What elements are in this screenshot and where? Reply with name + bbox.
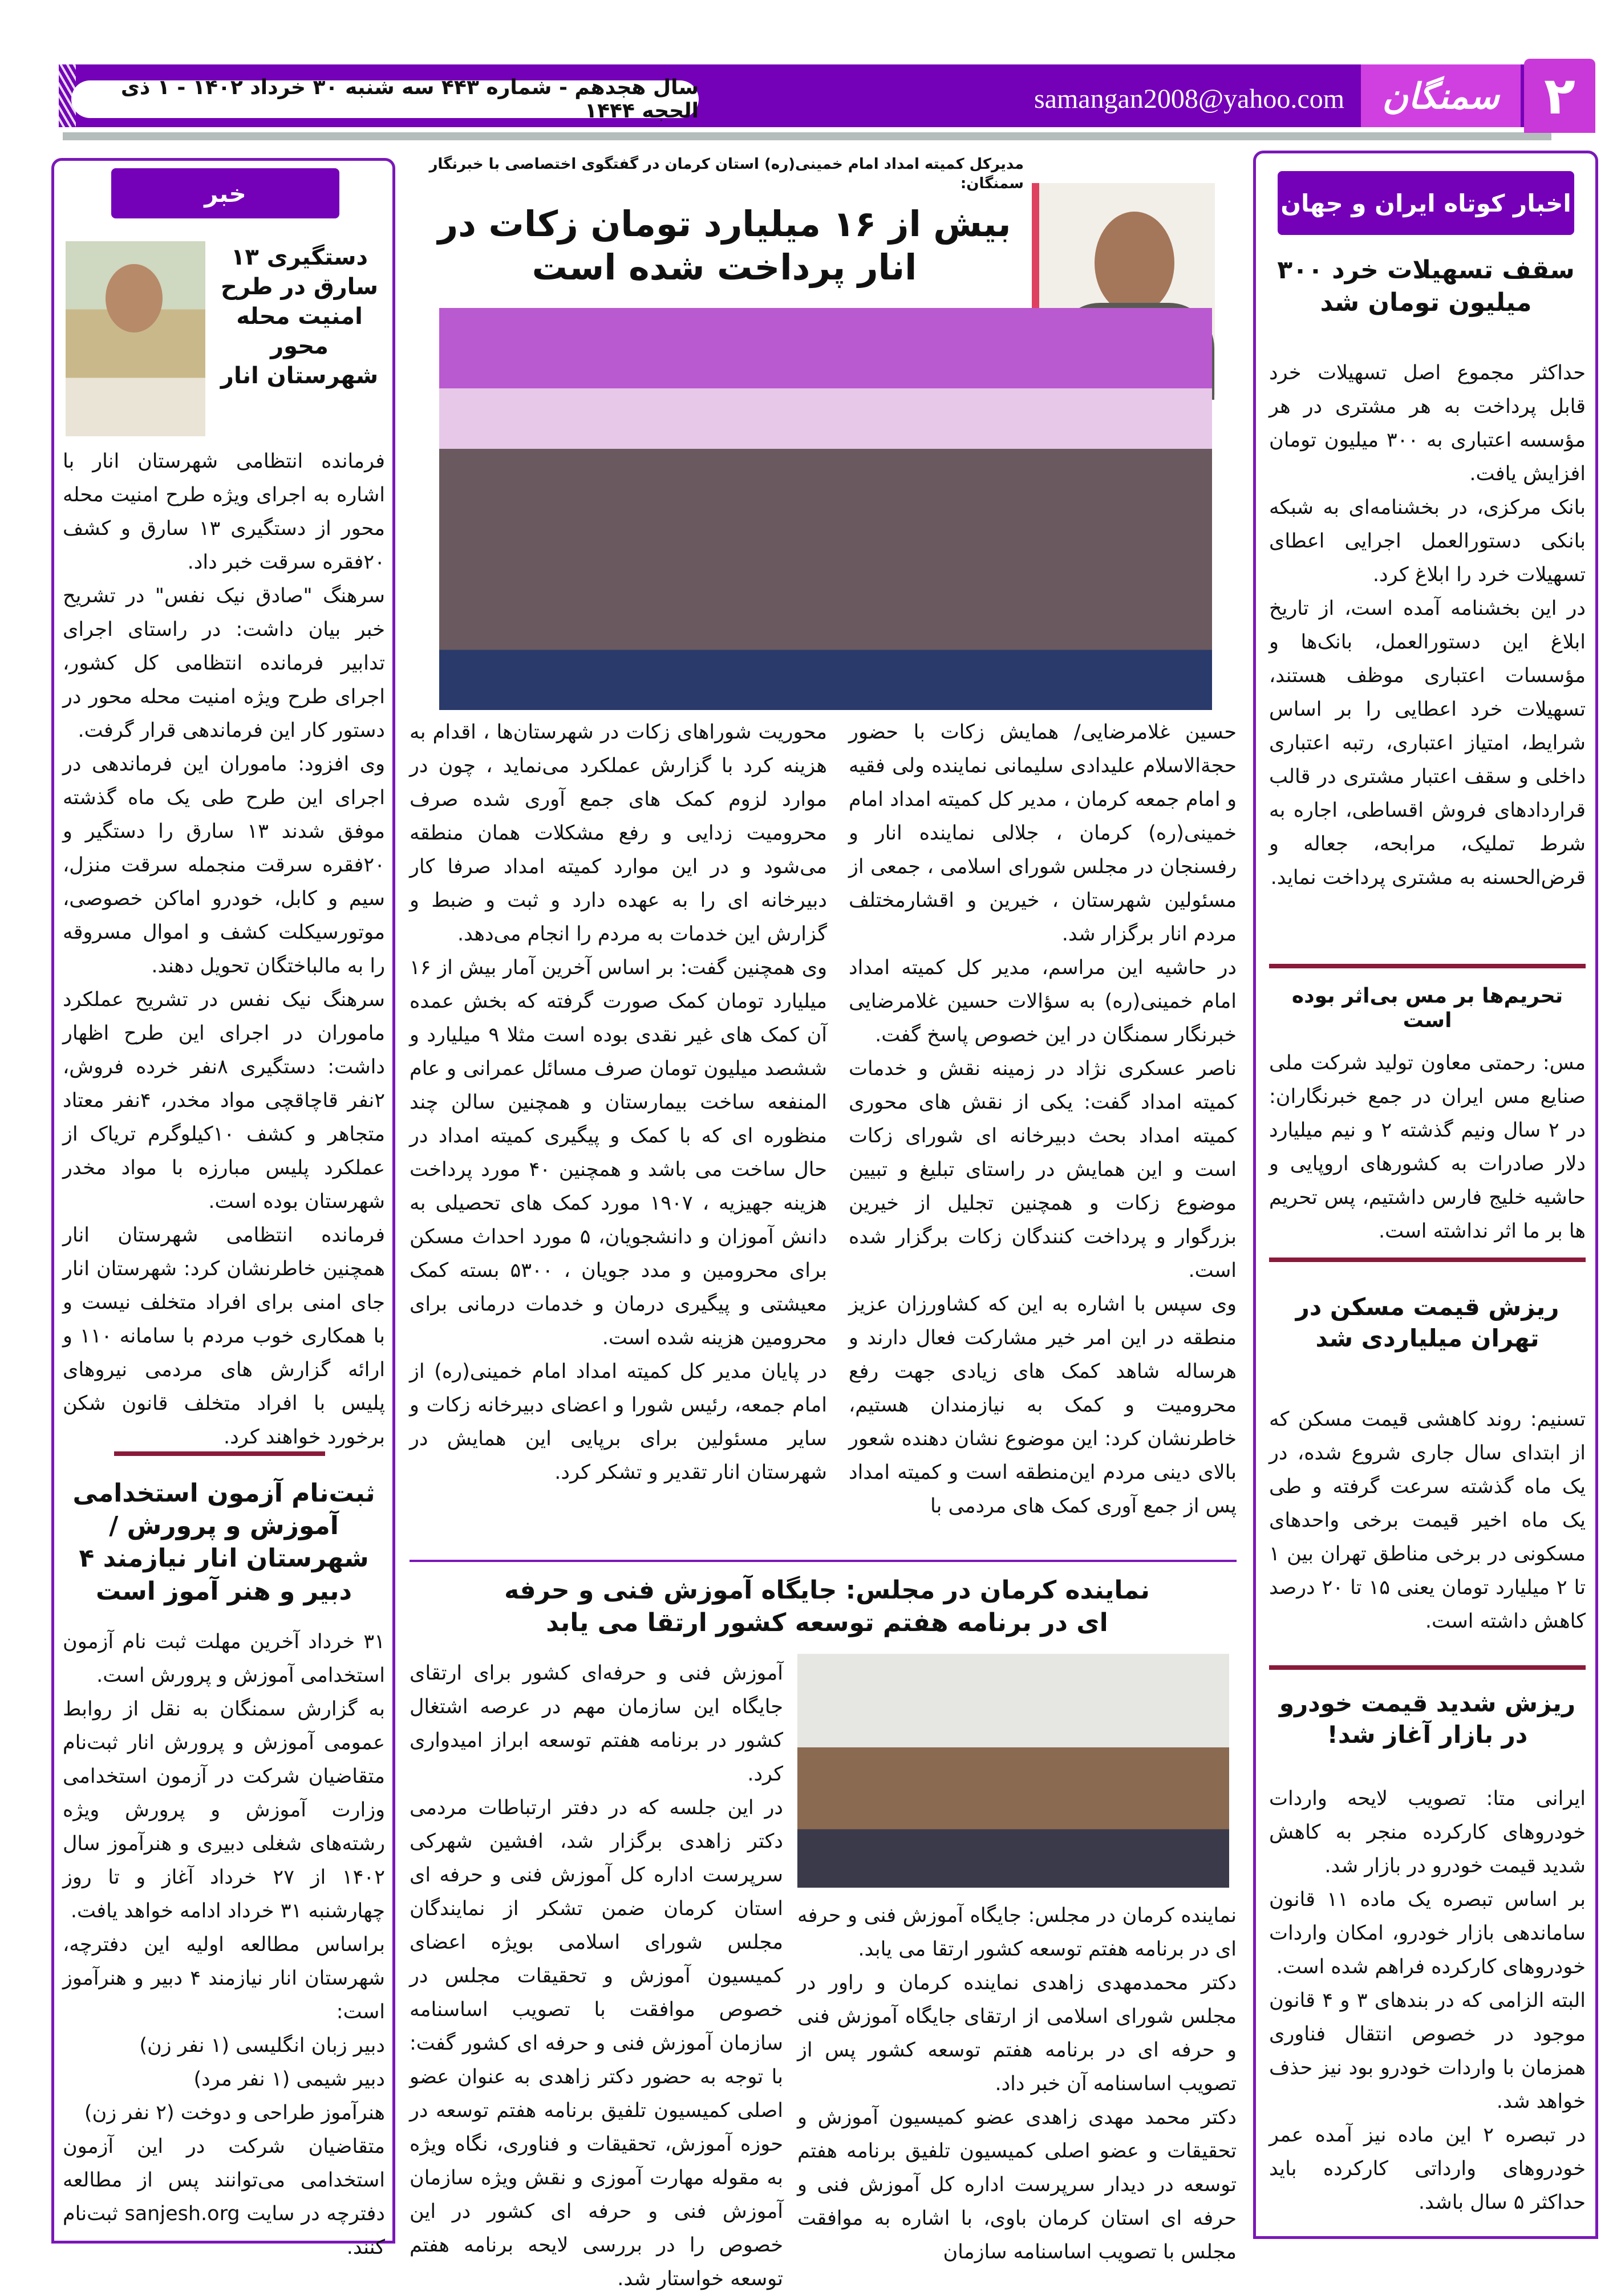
paragraph: هنرآموز طراحی و دوخت (۲ نفر زن) [84,2102,385,2124]
main-headline: بیش از ۱۶ میلیارد تومان زکات در انار پرداخت شده است [437,203,1011,288]
newspaper-logo: سمنگان [1361,64,1521,127]
header-divider [63,132,1551,140]
paragraph: در این بخشنامه آمده است، از تاریخ ابلاغ این دستورالعمل، بانک‌ها و مؤسسات اعتباری موظف هستند، تسهیلات خرد اعطایی را بر اساس شرایط، امتیاز اعتباری، رتبه اعتباری داخلی و سقف اعتبار مشتری در قالب قراردادهای فروش اقساطی، اجاره به شرط تملیک، مرابحه، جعاله و قرض‌الحسنه به مشتری پرداخت نماید. [1269,597,1586,889]
article-title: ریزش شدید قیمت خودرو در بازار آغاز شد! [1279,1689,1576,1749]
article-divider [1269,1665,1586,1670]
paragraph: به گزارش سمنگان به نقل از روابط عمومی آموزش و پرورش انار ثبت‌نام متقاضیان شرکت در آزمون استخدامی وزارت آموزش و پرورش ویژه رشته‌های شغلی دبیری و هنرآموز سال ۱۴۰۲ از ۲۷ خرداد آغاز و تا روز چهارشنبه ۳۱ خرداد ادامه خواهد یافت. [63,1698,385,1922]
paragraph: مس: رحمتی معاون تولید شرکت ملی صنایع مس ایران در جمع خبرنگاران: در ۲ سال ونیم گذشته ۲ و نیم میلیارد دلار صادرات به کشورهای اروپایی و حاشیه خلیج فارس داشتیم، پس تحریم ها بر ما اثر نداشته است. [1269,1052,1586,1243]
article-body-column [410,1657,783,2290]
paragraph: متقاضیان شرکت در این آزمون استخدامی می‌توانند پس از مطالعه دفترچه در سایت sanjesh.org ثبت‌نام کنند. [63,2135,385,2259]
paragraph: فرمانده انتظامی شهرستان انار با اشاره به اجرای ویژه طرح امنیت محله محور از دستگیری ۱۳ سارق و کشف ۲۰فقره سرقت خبر داد. [63,450,385,574]
paragraph: در این جلسه که در دفتر ارتباطات مردمی دکتر زاهدی برگزار شد، افشین شهرکی سرپرست اداره کل آموزش فنی و حرفه ای استان کرمان ضمن تشکر از نمایندگان مجلس شورای اسلامی بویژه اعضای کمیسیون آموزش و تحقیقات مجلس در خصوص موافقت با تصویب اساسنامه سازمان آموزش فنی و حرفه ای کشور گفت: با توجه به حضور دکتر زاهدی به عنوان عضو اصلی کمیسیون تلفیق برنامه هفتم توسعه در حوزه آموزش، تحقیقات و فناوری، نگاه ویژه به مقوله مهارت آموزی و نقش ویژه سازمان آموزش فنی و حرفه ای کشور در این خصوص را در بررسی لایحه برنامه هفتم توسعه خواستار شد. [410,1796,783,2290]
article-divider [410,1560,1237,1562]
article-divider [1269,1257,1586,1262]
article-body [1269,1403,1586,1642]
paragraph: بانک مرکزی، در بخشنامه‌ای به شبکه بانکی دستورالعمل اجرایی اعطای تسهیلات خرد را ابلاغ کرد. [1269,496,1586,586]
police-commander-photo [66,241,205,436]
paragraph: در تبصره ۲ این ماده نیز آمده عمر خودروهای وارداتی کارکرده باید حداکثر ۵ سال باشد. [1269,2124,1586,2214]
paragraph: وی همچنین گفت: بر اساس آخرین آمار بیش از ۱۶ میلیارد تومان کمک صورت گرفته که بخش عمده آن کمک های غیر نقدی بوده است مثلا ۹ میلیارد و ششصد میلیون تومان صرف مسائل عمرانی و عام المنفعه ساخت بیمارستان و همچنین سالن چند منظوره ای که با کمک و پیگیری کمیته امداد در حال ساخت می باشد و همچنین ۴۰ مورد پرداخت هزینه جهیزیه ، ۱۹۰۷ مورد کمک های تحصیلی به دانش آموزان و دانشجویان، ۵ مورد احداث مسکن برای محرومین و مدد جویان ، ۵۳۰۰ بسته کمک معیشتی و پیگیری درمان و خدمات درمانی برای محرومین هزینه شده است. [410,956,827,1349]
article-divider [1269,964,1586,968]
paragraph: حداکثر مجموع اصل تسهیلات خرد قابل پرداخت به هر مشتری در هر مؤسسه اعتباری به ۳۰۰ میلیون تومان افزایش یافت. [1269,362,1586,485]
paragraph: سرهنگ "صادق نیک نفس" در تشریح خبر بیان داشت: در راستای اجرای تدابیر فرمانده انتظامی کل کشور، اجرای طرح ویژه امنیت محله محور در دستور کار این فرماندهی قرار گرفت. [63,585,385,742]
section-tag-short-news: اخبار کوتاه ایران و جهان [1278,171,1574,235]
paragraph: بر اساس تبصره یک ماده ۱۱ قانون ساماندهی بازار خودرو، امکان واردات خودروهای کارکرده فراهم شده است. [1269,1888,1586,1978]
paragraph: دبیر شیمی (۱ نفر مرد) [193,2068,385,2091]
paragraph: دکتر محمد مهدی زاهدی عضو کمیسیون آموزش و تحقیقات و عضو اصلی کمیسیون تلفیق برنامه هفتم توسعه در دیدار سرپرست اداره کل آموزش فنی و حرفه ای استان کرمان باوی، با اشاره به موافقت مجلس با تصویب اساسنامه سازمان [797,2106,1237,2263]
article-title: دستگیری ۱۳ سارق در طرح امنیت محله محور شهرستان انار [220,244,379,389]
article-body [1269,1782,1586,2227]
paragraph: فرمانده انتظامی شهرستان انار همچنین خاطرنشان کرد: شهرستان انار جای امنی برای افراد متخلف نیست و با همکاری خوب مردم با سامانه ۱۱۰ و ارائه گزارش های مردمی نیروهای پلیس با افراد متخلف قانون شکن برخورد خواهند کرد. [63,1224,385,1449]
article-body [1269,1046,1586,1252]
paragraph: براساس مطالعه اولیه این دفترچه، شهرستان انار نیازمند ۴ دبیر و هنرآموز است: [63,1933,385,2023]
paragraph: ناصر عسکری نژاد در زمینه نقش و خدمات کمیته امداد گفت: یکی از نقش های محوری کمیته امداد بحث دبیرخانه ای شورای زکات است و این همایش در راستای تبلیغ و تبیین موضوع زکات و همچنین تجلیل از خیرین بزرگوار و پرداخت کنندگان زکات برگزار شده است. [849,1057,1237,1282]
paragraph: حسین غلامرضایی/ همایش زکات با حضور حجة‌الاسلام علیدادی سلیمانی نماینده ولی فقیه و امام جمعه کرمان ، مدیر کل کمیته امداد امام خمینی(ره) کرمان ، جلالی نماینده انار و رفسنجان در مجلس شورای اسلامی ، جمعی از مسئولین شهرستان ، خیرین و اقشارمختلف مردم انار برگزار شد. [849,721,1237,946]
article-kicker: مدیرکل کمیته امداد امام خمینی(ره) استان کرمان در گفتگوی اختصاصی با خبرنگار سمنگان: [429,156,1024,192]
paragraph: وی افزود: ماموران این فرماندهی در اجرای این طرح طی یک ماه گذشته موفق شدند ۱۳ سارق را دستگیر و ۲۰فقره سرقت منجمله سرقت منزل، سیم و کابل، خودرو اماکن خصوصی، موتورسیکلت کشف و اموال مسروقه را به مالباختگان تحویل دهند. [63,753,385,977]
article-body [63,1625,385,2259]
paragraph: محوریت شوراهای زکات در شهرستان‌ها ، اقدام به هزینه کرد با گزارش عملکرد می‌نماید ، چون در موارد لزوم کمک های جمع آوری شده صرف محرومیت زدایی و رفع مشکلات همان منطقه می‌شود و در این موارد کمیته امداد صرفا کار دبیرخانه ای را به عهده دارد و ثبت و ضبط و گزارش این خدمات به مردم را انجام می‌دهد. [410,721,827,946]
paragraph: دکتر محمدمهدی زاهدی نماینده کرمان و راور در مجلس شورای اسلامی از ارتقای جایگاه آموزش فنی و حرفه ای در برنامه هفتم توسعه کشور پس از تصویب اساسنامه آن خبر داد. [797,1972,1237,2095]
article-body-column [410,716,827,1543]
paragraph: آموزش فنی و حرفه‌ای کشور برای ارتقای جایگاه این سازمان مهم در عرصه اشتغال کشور در برنامه هفتم توسعه ابراز امیدواری کرد. [410,1662,783,1786]
contact-email[interactable]: samangan2008@yahoo.com [1034,83,1345,114]
article-title: تحریم‌ها بر مس بی‌اثر بوده است [1291,984,1563,1033]
article-body-column [797,1899,1237,2263]
paragraph: ۳۱ خرداد آخرین مهلت ثبت نام آزمون استخدامی آموزش و پرورش است. [63,1630,385,1687]
paragraph: در پایان مدیر کل کمیته امداد امام خمینی(ره) از امام جمعه، رئیس شورا و اعضای دبیرخانه زکات و سایر مسئولین برای برپایی این همایش در شهرستان انار تقدیر و تشکر کرد. [410,1360,827,1484]
article-divider [114,1451,325,1456]
paragraph: نماینده کرمان در مجلس: جایگاه آموزش فنی و حرفه ای در برنامه هفتم توسعه کشور ارتقا می یابد. [797,1904,1237,1961]
paragraph: ایرانی متا: تصویب لایحه واردات خودروهای کارکرده منجر به کاهش شدید قیمت خودرو در بازار شد. [1269,1787,1586,1877]
page-number: ۲ [1524,59,1595,133]
article-title: ریزش قیمت مسکن در تهران میلیاردی شد [1295,1293,1559,1352]
paragraph: سرهنگ نیک نفس در تشریح عملکرد ماموران در اجرای این طرح اظهار داشت: دستگیری ۸نفر خرده فروش، ۲نفر قاچاقچی مواد مخدر، ۴نفر معتاد متجاهر و کشف ۱۰کیلوگرم تریاک از عملکرد پلیس مبارزه با مواد مخدر شهرستان بوده است. [63,988,386,1213]
zakat-ceremony-photo [439,308,1212,710]
article-title: ثبت‌نام آزمون استخدامی آموزش و پرورش / شهرستان انار نیازمند ۴ دبیر و هنر آموز است [72,1479,375,1606]
paragraph: البته الزامی که در بندهای ۳ و ۴ قانون موجود در خصوص انتقال فناوری همزمان با واردات خودرو بود نیز حذف خواهد شد. [1269,1989,1586,2113]
article-body [63,445,386,1449]
article-body-column [849,716,1237,1543]
article-body [1269,356,1586,950]
paragraph: در حاشیه این مراسم، مدیر کل کمیته امداد امام خمینی(ره) به سؤالات حسین غلامرضایی خبرنگار سمنگان در این خصوص پاسخ گفت. [849,956,1237,1046]
paragraph: دبیر زبان انگلیسی (۱ نفر زن) [139,2034,385,2057]
article-title: سقف تسهیلات خرد ۳۰۰ میلیون تومان شد [1277,255,1575,318]
section-tag-news: خبر [111,168,339,218]
meeting-photo [797,1654,1229,1888]
paragraph: وی سپس با اشاره به این که کشاورزان عزیز منطقه در این امر خیر مشارکت فعال دارند و هرساله شاهد کمک های زیادی جهت رفع محرومیت و کمک به نیازمندان هستیم، خاطرنشان کرد: این موضوع نشان دهنده شعور بالای دینی مردم این‌منطقه است و کمیته امداد پس از جمع آوری کمک های مردمی با [849,1293,1237,1518]
issue-info: سال هجدهم - شماره ۴۴۳ سه شنبه ۳۰ خرداد ۱۴۰۲ - ۱ ذی الحجه ۱۴۴۴ [71,80,699,118]
article-title: نماینده کرمان در مجلس: جایگاه آموزش فنی و حرفه ای در برنامه هفتم توسعه کشور ارتقا می یابد [504,1576,1150,1638]
paragraph: تسنیم: روند کاهشی قیمت مسکن که از ابتدای سال جاری شروع شده، در یک ماه گذشته سرعت گرفته و طی یک ماه اخیر قیمت برخی واحدهای مسکونی در برخی مناطق تهران بین ۱ تا ۲ میلیارد تومان یعنی ۱۵ تا ۲۰ درصد کاهش داشته است. [1269,1408,1586,1633]
